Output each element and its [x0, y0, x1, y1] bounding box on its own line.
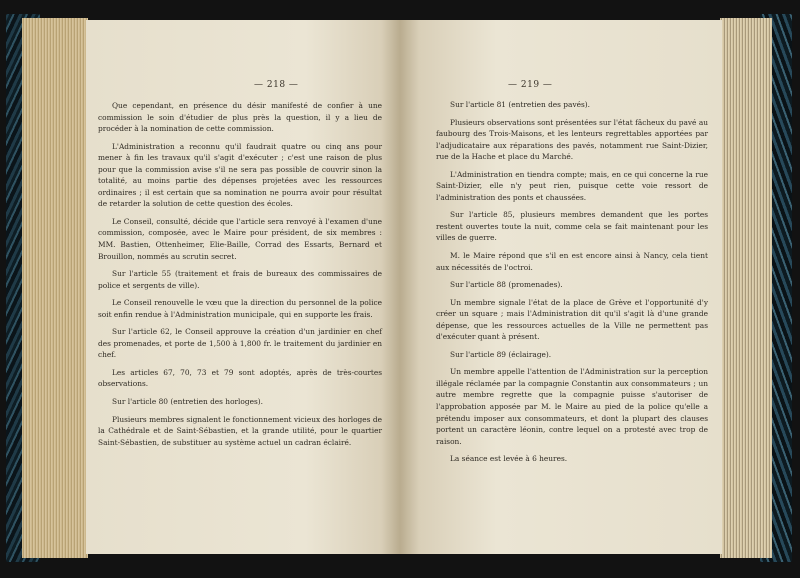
paragraph: Que cependant, en présence du désir manifesté de confier à une commission le soin d'étudier de plus près la question, il y a lieu de procéder à la nomination de cette commission. — [98, 101, 382, 134]
paragraph: Les articles 67, 70, 73 et 79 sont adoptés, après de très-courtes observations. — [98, 367, 382, 389]
paragraph: Sur l'article 88 (promenades). — [450, 280, 563, 290]
paragraph: Plusieurs membres signalent le fonctionnement vicieux des horloges de la Cathédrale et de Saint-Sébastien, et la grande utilité, pour le quartier Saint-Sébastien, de substituer au système actuel un cadran éclairé. — [98, 414, 382, 447]
paragraph: M. le Maire répond que s'il en est encore ainsi à Nancy, cela tient aux nécessités de l'octroi. — [436, 251, 708, 272]
paragraph: Sur l'article 62, le Conseil approuve la création d'un jardinier en chef des promenades, et porte de 1,500 à 1,800 fr. le traitement du jardinier en chef. — [98, 327, 382, 360]
page-edges-left — [22, 18, 88, 558]
page-text — [436, 99, 708, 471]
paragraph: Plusieurs observations sont présentées sur l'état fâcheux du pavé au faubourg des Trois-Maisons, et les lenteurs regrettables apportées par l'adjudicataire aux réparations des pavés, notamment rue Saint-Dizier, rue de la Hache et place du Marché. — [436, 117, 708, 162]
paragraph: L'Administration a reconnu qu'il faudrait quatre ou cinq ans pour mener à fin les travaux qu'il s'agit d'exécuter ; c'est une raison de plus pour que la commission avise s'il ne sera pas possible de couvrir sinon la totalité, au moins partie des dépenses projetées avec les ressources ordinaires ; il est certain que sa nomination ne pourra avoir pour résultat de retarder la solution de cette question des écoles. — [98, 141, 382, 209]
page-edges-right — [720, 18, 772, 558]
left-page — [86, 20, 400, 554]
paragraph: Le Conseil, consulté, décide que l'article sera renvoyé à l'examen d'une commission, composée, avec le Maire pour président, de six membres : MM. Bastien, Ottenheimer, Elie-Baille, Corrad des Essarts, Bernard et Brouillon, nommés au scrutin secret. — [98, 216, 382, 261]
page-number: — 219 — — [508, 80, 553, 90]
page-number: — 218 — — [254, 80, 299, 90]
paragraph: Sur l'article 85, plusieurs membres demandent que les portes restent ouvertes toute la nuit, comme cela se fait maintenant pour les villes de guerre. — [436, 210, 708, 243]
paragraph: Un membre appelle l'attention de l'Administration sur la perception illégale réclamée par la compagnie Constantin aux consommateurs ; un autre membre regrette que la compagnie puisse s'autoriser de l'approbation apposée par M. le Maire au pied de la police qu'elle a prétendu imposer aux consommateurs, et dont la plupart des clauses portent un caractère léonin, contre lequel on a protesté avec trop de raison. — [436, 367, 708, 446]
paragraph: La séance est levée à 6 heures. — [450, 454, 568, 464]
paragraph: L'Administration en tiendra compte; mais, en ce qui concerne la rue Saint-Dizier, elle n'y peut rien, puisque cette voie ressort de l'administration des ponts et chaussées. — [436, 169, 708, 202]
right-page — [400, 20, 722, 554]
paragraph: Un membre signale l'état de la place de Grève et l'opportunité d'y créer un square ; mais l'Administration dit qu'il s'agit là d'une grande dépense, que les ressources actuelles de la Ville ne permettent pas d'exécuter quant à présent. — [436, 297, 708, 342]
page-text — [98, 100, 382, 454]
paragraph: Sur l'article 81 (entretien des pavés). — [450, 100, 591, 109]
paragraph: Sur l'article 55 (traitement et frais de bureaux des commissaires de police et sergents de ville). — [98, 269, 382, 290]
paragraph: Sur l'article 89 (éclairage). — [450, 349, 552, 359]
paragraph: Sur l'article 80 (entretien des horloges). — [112, 397, 263, 407]
paragraph: Le Conseil renouvelle le vœu que la direction du personnel de la police soit enfin rendue à l'Administration municipale, qui en supporte les frais. — [98, 298, 382, 319]
